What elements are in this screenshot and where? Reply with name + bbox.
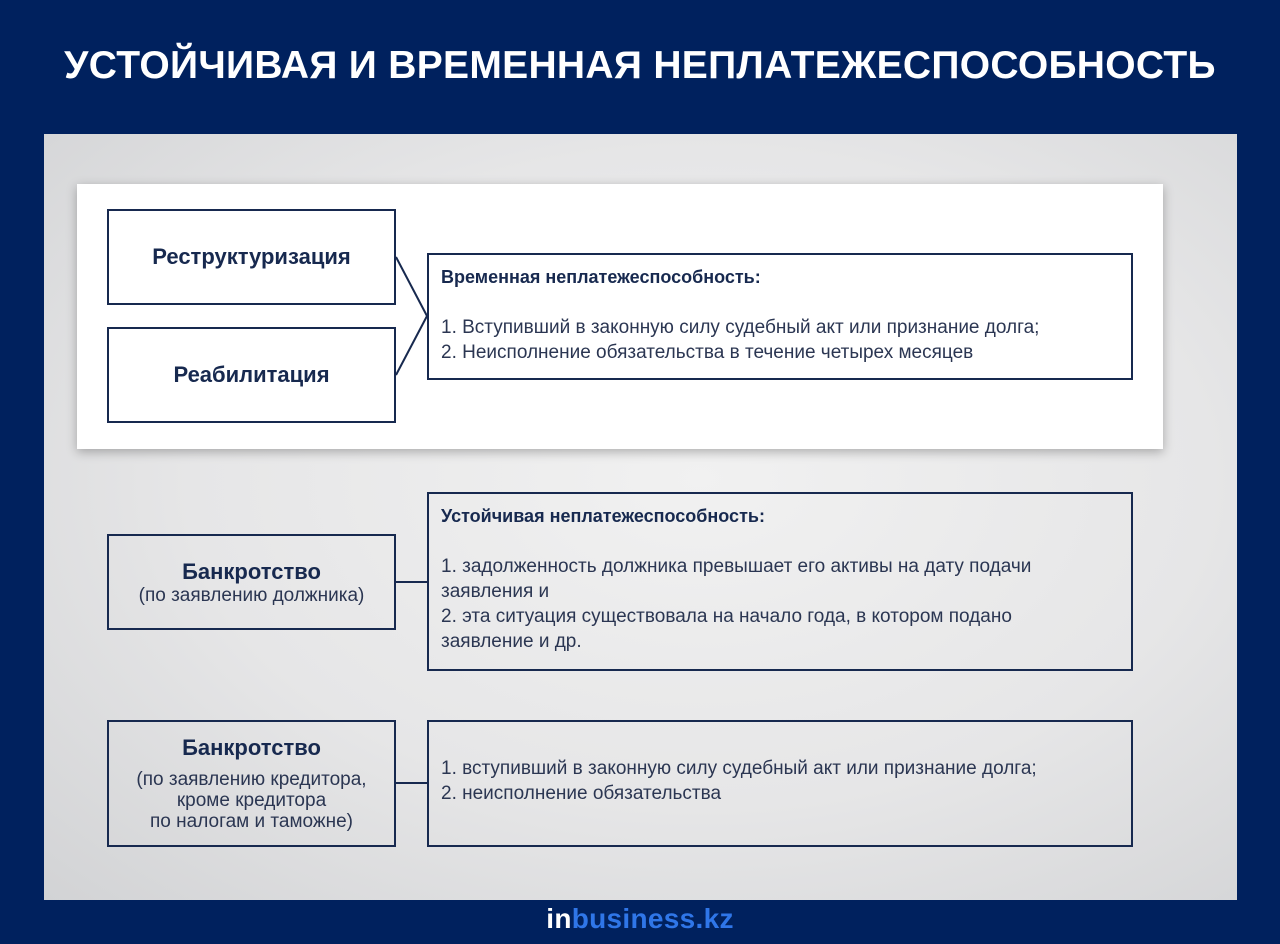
temporary-criterion-2: 2. Неисполнение обязательства в течение четырех месяцев [441,342,974,363]
debtor-bankruptcy-title: Банкротство [182,558,321,584]
creditor-bankruptcy-subtitle-3: по налогам и таможне) [150,811,353,832]
sustained-insolvency-box [427,492,1133,671]
sustained-criterion-1: 1. задолженность должника превышает его активы на дату подачи [441,556,1032,577]
temporary-insolvency-box [427,253,1133,380]
restructuring-box [107,209,396,305]
diagram-panel [44,134,1237,900]
sustained-criterion-2: 2. эта ситуация существовала на начало года, в котором подано [441,606,1012,627]
creditor-bankruptcy-subtitle-1: (по заявлению кредитора, [136,769,367,790]
sustained-insolvency-heading: Устойчивая неплатежеспособность: [441,506,765,526]
brand-prefix: in [546,903,572,934]
debtor-bankruptcy-subtitle: (по заявлению должника) [138,584,365,606]
rehabilitation-label: Реабилитация [173,362,330,387]
creditor-bankruptcy-title: Банкротство [182,735,321,760]
temporary-criterion-1: 1. Вступивший в законную силу судебный акт или признание долга; [441,317,1040,338]
rehabilitation-box [107,327,396,423]
creditor-bankruptcy-subtitle-2: кроме кредитора [176,790,327,811]
debtor-bankruptcy-box [107,534,396,630]
sustained-criterion-1-cont: заявления и [441,581,550,602]
sustained-criterion-2-cont: заявление и др. [441,631,582,652]
brand-suffix: business.kz [571,903,734,934]
creditor-criterion-1: 1. вступивший в законную силу судебный акт или признание долга; [441,758,1037,779]
restructuring-label: Реструктуризация [152,244,351,269]
creditor-bankruptcy-box [107,720,396,847]
brand-logo [0,903,1280,935]
page-title: УСТОЙЧИВАЯ И ВРЕМЕННАЯ НЕПЛАТЕЖЕСПОСОБНОСТЬ [64,44,1216,87]
creditor-criterion-2: 2. неисполнение обязательства [441,783,722,804]
creditor-criteria-box [427,720,1133,847]
temporary-insolvency-heading: Временная неплатежеспособность: [441,267,761,287]
